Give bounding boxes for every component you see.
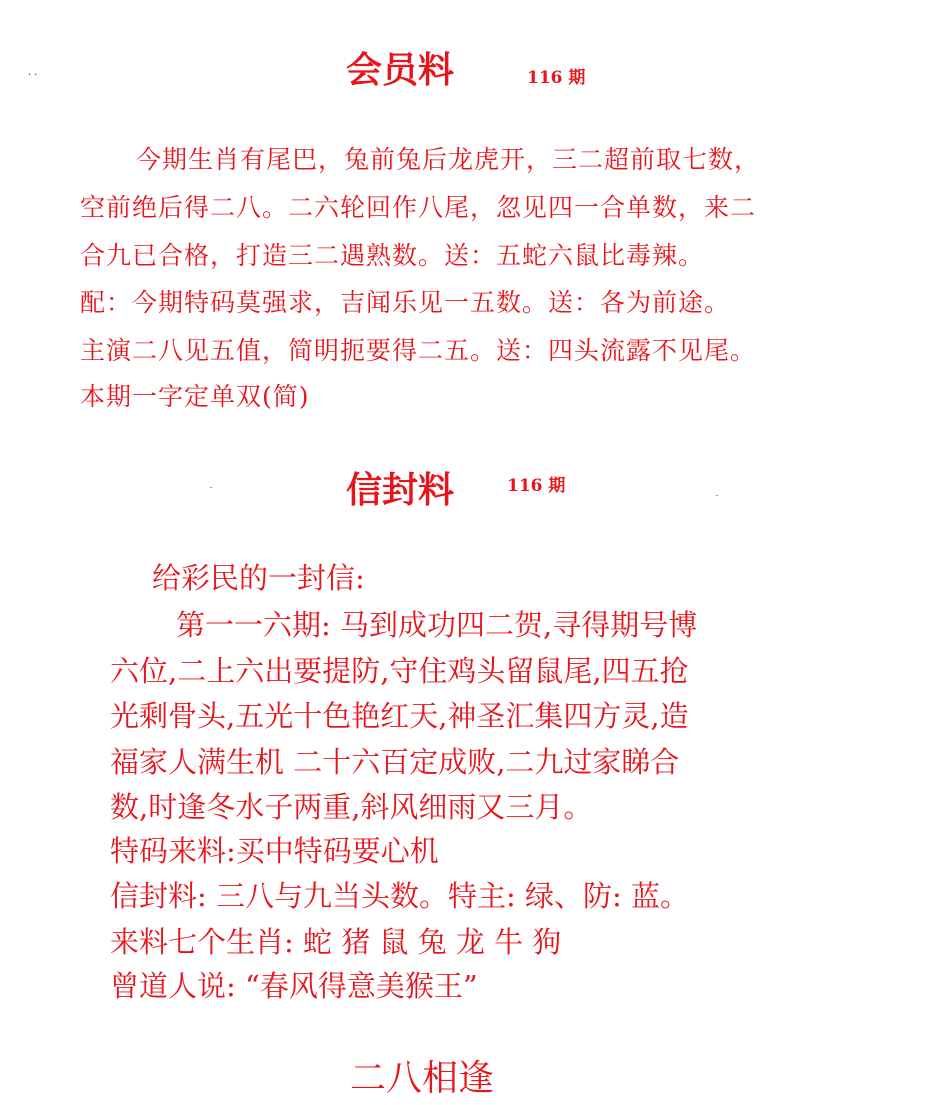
members-line: 本期一字定单双(简) bbox=[80, 382, 310, 411]
letter-line: 数,时逢冬水子两重,斜风细雨又三月。 bbox=[110, 790, 593, 824]
envelope-title: 信封料 bbox=[346, 469, 455, 511]
letter-line: 光剩骨头,五光十色艳红天,神圣汇集四方灵,造 bbox=[110, 699, 689, 733]
members-line: 主演二八见五值，简明扼要得二五。送：四头流露不见尾。 bbox=[80, 336, 757, 365]
letter-line: 第一一六期: 马到成功四二贺,寻得期号博 bbox=[176, 608, 698, 642]
letter-line: 六位,二上六出要提防,守住鸡头留鼠尾,四五抢 bbox=[110, 654, 689, 688]
members-title: 会员料 bbox=[346, 49, 455, 91]
members-line: 合九已合格，打造三二遇熟数。送：五蛇六鼠比毒辣。 bbox=[80, 241, 705, 270]
scan-dots: ·· bbox=[28, 70, 41, 81]
scan-speck bbox=[210, 487, 212, 488]
zodiac-line: 来料七个生肖: 蛇 猪 鼠 兔 龙 牛 狗 bbox=[110, 925, 562, 959]
members-line: 空前绝后得二八。二六轮回作八尾，忽见四一合单数，来二 bbox=[80, 193, 757, 222]
letter-line: 福家人满生机 二十六百定成败,二九过家睇合 bbox=[110, 745, 680, 779]
envelope-issue: 116 期 bbox=[507, 476, 566, 496]
members-line: 配：今期特码莫强求，吉闻乐见一五数。送：各为前途。 bbox=[80, 288, 731, 317]
members-issue: 116 期 bbox=[527, 68, 586, 88]
quote-line: 曾道人说: “春风得意美猴王” bbox=[110, 969, 478, 1003]
special-code-line: 特码来料:买中特码要心机 bbox=[110, 834, 439, 868]
envelope-numbers-line: 信封料: 三八与九当头数。特主: 绿、防: 蓝。 bbox=[110, 879, 689, 913]
members-line: 今期生肖有尾巴，兔前兔后龙虎开，三二超前取七数， bbox=[136, 145, 761, 174]
section3-title: 二八相逢 bbox=[350, 1058, 495, 1099]
scan-speck bbox=[716, 495, 718, 496]
letter-greeting: 给彩民的一封信: bbox=[152, 561, 365, 595]
